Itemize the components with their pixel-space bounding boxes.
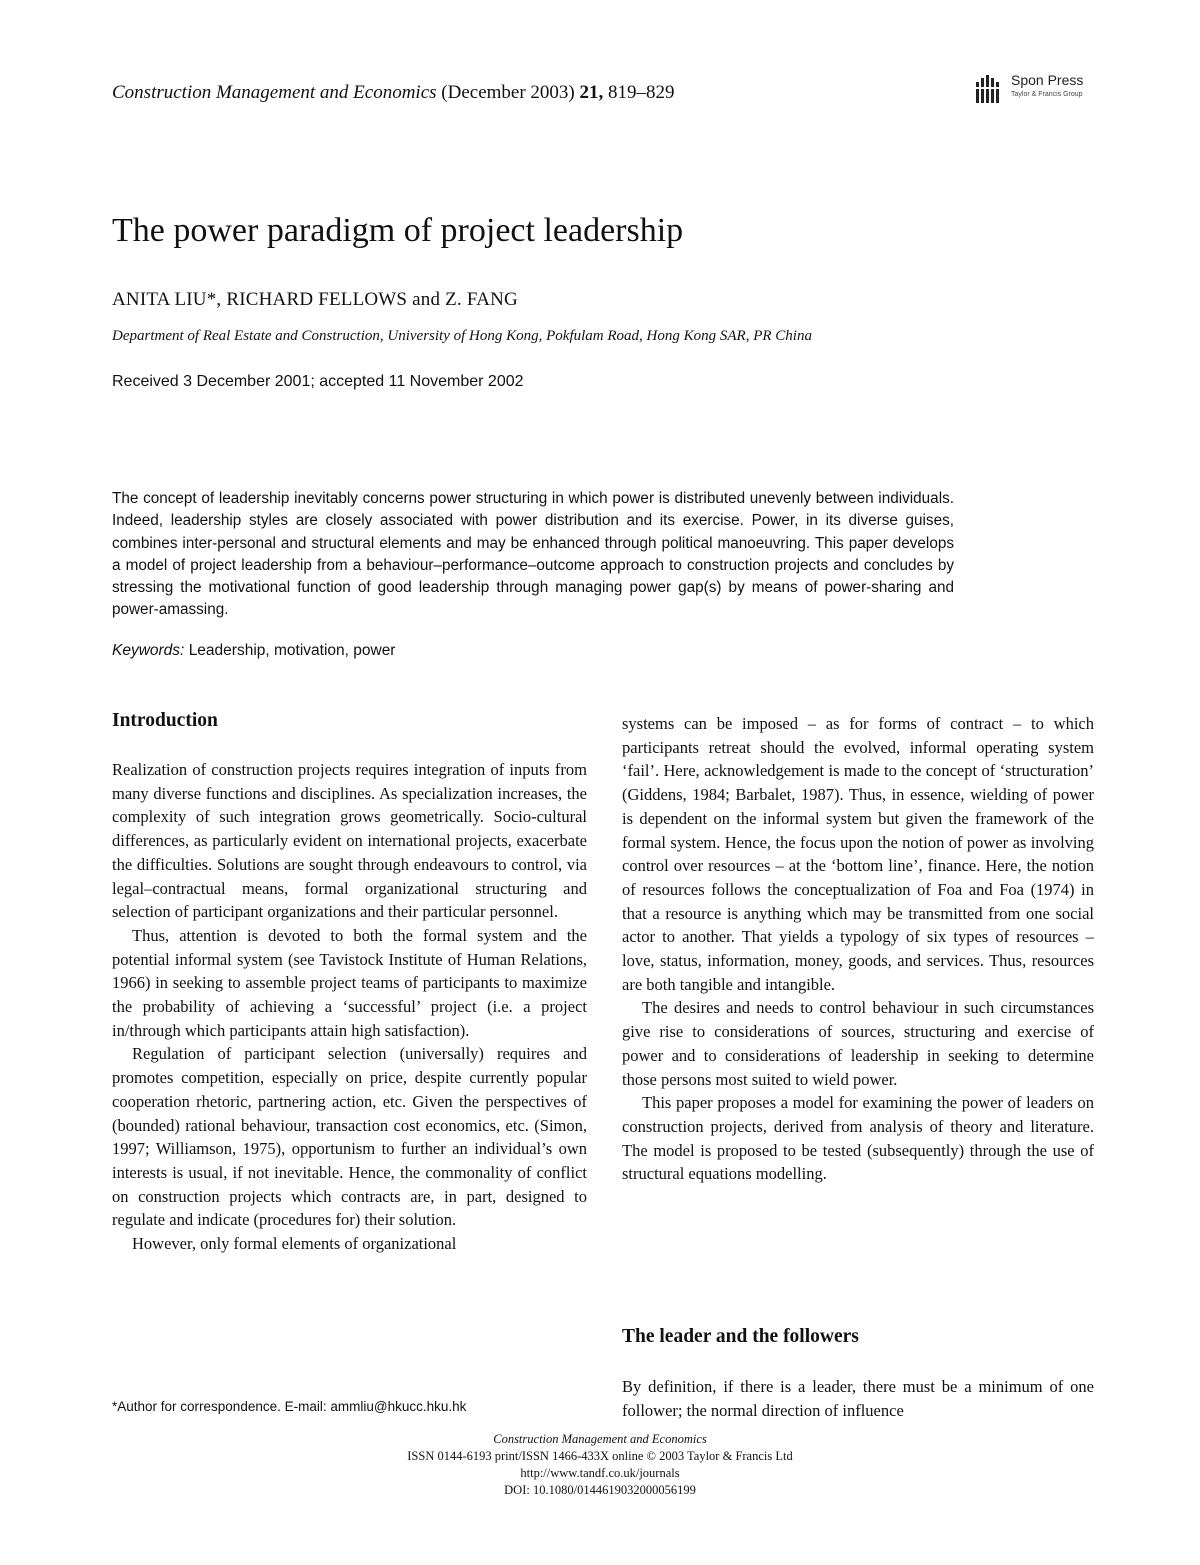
article-title: The power paradigm of project leadership <box>112 212 684 249</box>
publisher-logo <box>975 72 1105 106</box>
footer-issn: ISSN 0144-6193 print/ISSN 1466-433X online © 2003 Taylor & Francis Ltd <box>407 1449 793 1463</box>
journal-citation <box>112 82 675 104</box>
paragraph: Realization of construction projects requires integration of inputs from many diverse functions and disciplines. As specialization increases, the complexity of such integration grows geometrically. Socio-cultural differences, as particularly evident on international projects, exacerbate the difficulties. Solutions are sought through endeavours to control, via legal–contractual means, formal organizational structuring and selection of participant organizations and their particular personnel. <box>112 760 587 922</box>
footer-journal: Construction Management and Economics <box>493 1432 707 1446</box>
author-list: ANITA LIU*, RICHARD FELLOWS and Z. FANG <box>112 289 518 310</box>
leader-section-text <box>622 1375 1094 1422</box>
journal-pages: 819–829 <box>608 82 675 103</box>
journal-issue: (December 2003) <box>441 82 575 103</box>
paragraph: Thus, attention is devoted to both the formal system and the potential informal system (see Tavistock Institute of Human Relations, 1966) in seeking to assemble project teams of participants to maximize the probability of achieving a ‘successful’ project (i.e. a project in/through which participants attain high satisfaction). <box>112 925 587 1040</box>
keywords <box>112 642 395 660</box>
journal-name: Construction Management and Economics <box>112 82 437 103</box>
right-column <box>622 712 1094 1186</box>
paragraph: The desires and needs to control behaviour in such circumstances give rise to considerations of sources, structuring and exercise of power and to considerations of leadership in seeking to determine those persons most suited to wield power. <box>622 998 1094 1089</box>
paragraph: Regulation of participant selection (universally) requires and promotes competition, especially on price, despite currently popular cooperation rhetoric, partnering action, etc. Given the perspectives of (bounded) rational behaviour, transaction cost economics, etc. (Simon, 1997; Williamson, 1975), opportunism to further an individual’s own interests is usual, if not inevitable. Hence, the commonality of conflict on construction projects which contracts are, in part, designed to regulate and indicate (procedures for) their solution. <box>112 1044 587 1230</box>
spon-press-logo-icon <box>975 74 1005 104</box>
paragraph: systems can be imposed – as for forms of contract – to which participants retreat should the evolved, informal operating system ‘fail’. Here, acknowledgement is made to the concept of ‘structuration’ (Giddens, 1984; Barbalet, 1987). Thus, in essence, wielding of power is dependent on the informal system but given the framework of the formal system. Hence, the focus upon the notion of power as involving control over resources – at the ‘bottom line’, finance. Here, the notion of resources follows the conceptualization of Foa and Foa (1974) in that a resource is anything which may be transmitted from one social actor to another. That yields a typology of six types of resources – love, status, information, money, goods, and services. Thus, resources are both tangible and intangible. <box>622 714 1094 994</box>
keywords-terms: Leadership, motivation, power <box>188 642 396 659</box>
abstract: The concept of leadership inevitably concerns power structuring in which power is distributed unevenly between individuals. Indeed, leadership styles are closely associated with power distribution and its exercise. Power, in its diverse guises, combines inter-personal and structural elements and may be enhanced through political manoeuvring. This paper develops a model of project leadership from a behaviour–performance–outcome approach to construction projects and concludes by stressing the motivational function of good leadership through managing power gap(s) by means of power-sharing and power-amassing. <box>112 490 954 619</box>
paragraph: However, only formal elements of organizational <box>132 1234 457 1254</box>
left-column <box>112 758 587 1256</box>
correspondence-footnote: *Author for correspondence. E-mail: ammliu@hkucc.hku.hk <box>112 1399 467 1414</box>
section-heading-introduction: Introduction <box>112 710 218 731</box>
journal-volume: 21, <box>579 82 604 103</box>
paragraph: This paper proposes a model for examining the power of leaders on construction projects, derived from analysis of theory and literature. The model is proposed to be tested (subsequently) through the use of structural equations modelling. <box>622 1093 1094 1184</box>
footer-doi: DOI: 10.1080/0144619032000056199 <box>504 1483 696 1497</box>
received-dates: Received 3 December 2001; accepted 11 November 2002 <box>112 373 524 390</box>
keywords-label: Keywords: <box>112 642 185 659</box>
publisher-subtitle: Taylor & Francis Group <box>1011 91 1083 98</box>
section-heading-leader: The leader and the followers <box>622 1326 859 1347</box>
paragraph: By definition, if there is a leader, there must be a minimum of one follower; the normal direction of influence <box>622 1377 1094 1420</box>
footer-url: http://www.tandf.co.uk/journals <box>520 1466 680 1480</box>
page-footer <box>300 1431 900 1499</box>
affiliation: Department of Real Estate and Construction, University of Hong Kong, Pokfulam Road, Hong Kong SAR, PR China <box>112 328 812 344</box>
publisher-name: Spon Press <box>1011 72 1084 88</box>
